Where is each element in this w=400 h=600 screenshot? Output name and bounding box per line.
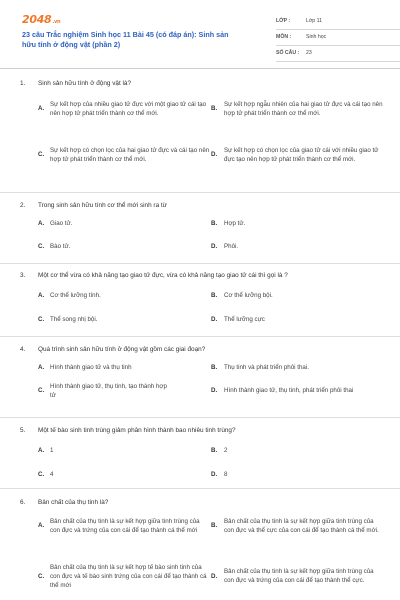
option-d[interactable] — [211, 147, 384, 165]
question-text: Sinh sản hữu tính ở động vật là? — [38, 80, 132, 87]
option-row — [38, 243, 384, 252]
option-b[interactable] — [211, 364, 384, 373]
option-letter: A. — [38, 522, 45, 530]
option-letter: B. — [211, 105, 218, 113]
meta-row-count — [276, 46, 400, 62]
option-letter: D. — [211, 243, 218, 250]
option-row — [38, 471, 384, 480]
option-d[interactable] — [211, 316, 384, 325]
option-letter: A. — [38, 105, 45, 113]
option-text: Bản chất của thụ tinh là sự kết hợp tế bào sinh tinh của con đực và tế bào sinh trứng của con cái để tạo thành cá thể mới — [50, 564, 207, 589]
option-letter: C. — [38, 471, 45, 478]
question-number: 6. — [20, 499, 26, 506]
question-stem — [20, 271, 384, 280]
option-row — [38, 364, 384, 373]
header-divider — [0, 68, 400, 69]
question-stem — [20, 498, 384, 507]
question-divider — [0, 417, 400, 418]
option-b[interactable] — [211, 101, 384, 119]
question-3 — [20, 271, 384, 323]
option-row — [38, 447, 384, 456]
question-number: 4. — [20, 346, 26, 353]
meta-row-subject — [276, 30, 400, 46]
logo-text: 2048 — [22, 13, 52, 26]
option-c[interactable] — [38, 383, 211, 401]
option-letter: C. — [38, 243, 45, 250]
option-letter: B. — [211, 292, 218, 299]
meta-value: Lớp 11 — [306, 17, 322, 24]
option-d[interactable] — [211, 243, 384, 252]
question-1 — [20, 79, 384, 163]
question-stem — [20, 79, 384, 88]
meta-label: LỚP : — [276, 17, 291, 24]
option-letter: D. — [211, 316, 218, 323]
option-c[interactable] — [38, 564, 211, 591]
question-text: Bản chất của thụ tinh là? — [38, 499, 109, 506]
option-row — [38, 147, 384, 165]
option-letter: D. — [211, 387, 218, 395]
meta-label: SỐ CÂU : — [276, 49, 300, 56]
option-row — [38, 383, 384, 401]
option-a[interactable] — [38, 292, 211, 301]
question-number: 2. — [20, 202, 26, 209]
option-c[interactable] — [38, 147, 211, 165]
option-letter: C. — [38, 572, 45, 580]
option-text: Hình thành giao tử, thụ tinh, tạo thành hợp tử — [50, 383, 167, 399]
option-text: 1 — [50, 447, 54, 454]
question-text: Quá trình sinh sản hữu tính ở động vật gồm các giai đoạn? — [38, 346, 206, 353]
logo-suffix: .vn — [52, 19, 61, 25]
option-text: Sự kết hợp ngẫu nhiên của hai giao tử đực và cái tạo nên hợp tử phát triển thành cơ thể mới. — [224, 101, 383, 117]
option-letter: A. — [38, 220, 45, 227]
option-text: Thụ tinh và phát triển phôi thai. — [224, 364, 309, 371]
option-text: Hợp tử. — [224, 220, 246, 227]
question-divider — [0, 336, 400, 337]
option-row — [38, 292, 384, 301]
option-text: 4 — [50, 471, 54, 478]
meta-label: MÔN : — [276, 33, 292, 40]
page-header — [22, 14, 382, 70]
option-text: 8 — [224, 471, 228, 478]
option-text: Cơ thể lưỡng bội. — [224, 292, 273, 299]
option-b[interactable] — [211, 518, 384, 536]
option-b[interactable] — [211, 292, 384, 301]
option-letter: C. — [38, 151, 45, 159]
meta-value: 23 — [306, 49, 312, 56]
option-text: Bào tử. — [50, 243, 71, 250]
option-text: Giao tử. — [50, 220, 73, 227]
option-row — [38, 564, 384, 591]
option-b[interactable] — [211, 447, 384, 456]
option-text: Sự kết hợp có chọn lọc của giao tử cái với nhiều giao tử đực tạo nên hợp tử phát triển thành cơ thể mới. — [224, 147, 379, 163]
option-row — [38, 101, 384, 119]
question-number: 5. — [20, 427, 26, 434]
option-text: Thể lưỡng cực — [224, 316, 265, 323]
option-text: Bản chất của thụ tinh là sự kết hợp giữa tinh trùng của con đực và trứng của con cái để tạo thành thể cực. — [224, 568, 374, 585]
question-text: Một cơ thể vừa có khả năng tạo giao tử đực, vừa có khả năng tạo giao tử cái thì gọi là ? — [38, 272, 288, 279]
option-d[interactable] — [211, 564, 384, 591]
option-text: Hình thành giao tử và thụ tinh — [50, 364, 132, 371]
option-letter: B. — [211, 447, 218, 454]
option-c[interactable] — [38, 243, 211, 252]
question-number: 1. — [20, 80, 26, 87]
option-text: Cơ thể lưỡng tính. — [50, 292, 101, 299]
option-row — [38, 518, 384, 536]
option-text: Hình thành giao tử, thụ tinh, phát triển phôi thai — [224, 387, 354, 395]
option-d[interactable] — [211, 471, 384, 480]
option-letter: B. — [211, 364, 218, 371]
option-text: Bản chất của thụ tinh là sự kết hợp giữa tinh trùng của con đực và trứng của con cái để tạo thành cá thể mới — [50, 518, 200, 534]
question-number: 3. — [20, 272, 26, 279]
question-divider — [0, 263, 400, 264]
option-letter: D. — [211, 151, 218, 159]
option-row — [38, 220, 384, 229]
option-text: Thể song nhị bội. — [50, 316, 98, 323]
question-stem — [20, 201, 384, 210]
option-a[interactable] — [38, 101, 211, 119]
option-c[interactable] — [38, 316, 211, 325]
option-a[interactable] — [38, 220, 211, 229]
question-divider — [0, 192, 400, 193]
option-text: Bản chất của thụ tinh là sự kết hợp giữa tinh trùng của con đực và thể cực của con cái để tạo thành cá thể mới. — [224, 518, 379, 534]
option-letter: B. — [211, 522, 218, 530]
option-text: 2 — [224, 447, 228, 454]
question-text: Trong sinh sản hữu tính cơ thể mới sinh ra từ — [38, 202, 167, 209]
question-4 — [20, 345, 384, 399]
question-5 — [20, 426, 384, 478]
option-c[interactable] — [38, 471, 211, 480]
meta-value: Sinh học — [306, 33, 327, 40]
meta-row-class — [276, 14, 400, 30]
option-letter: B. — [211, 220, 218, 227]
quiz-meta — [276, 14, 400, 62]
question-2 — [20, 201, 384, 250]
option-a[interactable] — [38, 447, 211, 456]
option-letter: A. — [38, 292, 45, 299]
option-d[interactable] — [211, 383, 384, 401]
option-text: Sự kết hợp của nhiều giao tử đực với một giao tử cái tạo nên hợp tử phát triển thành cơ thể mới. — [50, 101, 207, 117]
option-b[interactable] — [211, 220, 384, 229]
option-letter: D. — [211, 572, 218, 580]
option-letter: D. — [211, 471, 218, 478]
option-letter: C. — [38, 316, 45, 323]
option-a[interactable] — [38, 518, 211, 536]
option-a[interactable] — [38, 364, 211, 373]
option-row — [38, 316, 384, 325]
option-letter: A. — [38, 364, 45, 371]
option-letter: A. — [38, 447, 45, 454]
page-title: 23 câu Trắc nghiệm Sinh học 11 Bài 45 (có đáp án): Sinh sản hữu tính ở động vật (phần 2) — [22, 30, 229, 49]
question-divider — [0, 488, 400, 489]
question-stem — [20, 426, 384, 435]
option-letter: C. — [38, 387, 45, 395]
option-text: Sự kết hợp có chọn lọc của hai giao tử đực và cái tạo nên hợp tử phát triển thành cơ thể mới. — [50, 147, 210, 163]
option-text: Phôi. — [224, 243, 239, 250]
question-stem — [20, 345, 384, 354]
question-6 — [20, 498, 384, 589]
question-text: Một tế bào sinh tinh trùng giảm phân hình thành bao nhiêu tinh trùng? — [38, 427, 236, 434]
